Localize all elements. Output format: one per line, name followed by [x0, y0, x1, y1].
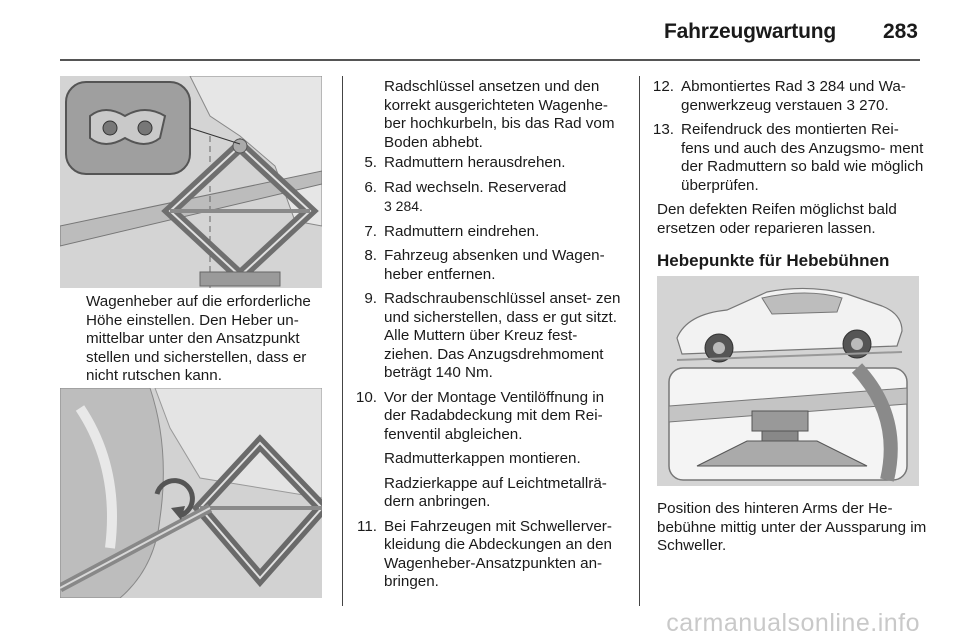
watermark: carmanualsonline.info [666, 609, 920, 637]
column-3 [640, 78, 925, 281]
step-10-sub-2: Radzierkappe auf Leichtmetallrä- dern anbringen. [384, 474, 607, 510]
page-title: Fahrzeugwartung [663, 20, 836, 43]
figure-1-caption: Wagenheber auf die erforderliche Höhe einstellen. Den Heber un- mittelbar unter den Ansatzpunkt stellen und sicherstellen, dass er nicht rutschen kann. [86, 293, 311, 384]
jack-drawing [60, 76, 322, 288]
page-number: 283 [882, 20, 918, 43]
step-5: 5. Radmuttern herausdrehen. [364, 154, 566, 171]
lift-caption: Position des hinteren Arms der He- bebühne mittig unter der Aussparung im Schweller. [657, 500, 927, 554]
jack-position-illustration [60, 76, 322, 288]
step-6: 6. Rad wechseln. Reserverad 3 284. [364, 178, 567, 214]
column-2-steps [343, 154, 625, 598]
column-2-continuation: Radschlüssel ansetzen und den korrekt ausgerichteten Wagenhe- ber hochkurbeln, bis das Rad vom Boden abhebt. [384, 78, 615, 151]
step-7: 7. Radmuttern eindrehen. [364, 222, 540, 240]
crank-drawing [60, 388, 322, 598]
page-header [0, 0, 960, 60]
jack-crank-illustration [60, 388, 322, 598]
step-11: 11. Bei Fahrzeugen mit Schwellerver- kleidung die Abdeckungen an den Wagenheber-Ansatzpunkten an- bringen. [357, 517, 613, 590]
lift-point-illustration [657, 276, 919, 486]
header-rule [60, 59, 920, 61]
step-9: 9. Radschraubenschlüssel anset- zen und sicherstellen, dass er gut sitzt. Alle Muttern über Kreuz fest- ziehen. Das Anzugsdrehmoment beträgt 140 Nm. [364, 290, 621, 381]
step-8: 8. Fahrzeug absenken und Wagen- heber entfernen. [364, 247, 605, 283]
lift-drawing [657, 276, 919, 486]
step-12: 12. Abmontiertes Rad 3 284 und Wa- genwerkzeug verstauen 3 270. [652, 78, 906, 114]
step-13: 13. Reifendruck des montierten Rei- fens und auch des Anzugsmo- ment der Radmuttern so bald wie möglich überprüfen. [652, 121, 924, 194]
column-3-steps [640, 78, 925, 195]
tire-paragraph: Den defekten Reifen möglichst bald ersetzen oder reparieren lassen. [657, 201, 897, 237]
step-6-xref[interactable]: 3 284. [384, 198, 423, 214]
step-10: 10. Vor der Montage Ventilöffnung in der Radabdeckung mit dem Rei- fenventil abgleichen. Radmutterkappen montieren. Radzierkappe auf Leichtmetallrä- dern anbringen. [343, 389, 625, 512]
section-heading: Hebepunkte für Hebebühnen [657, 251, 890, 270]
step-10-sub-1: Radmutterkappen montieren. [384, 450, 581, 467]
